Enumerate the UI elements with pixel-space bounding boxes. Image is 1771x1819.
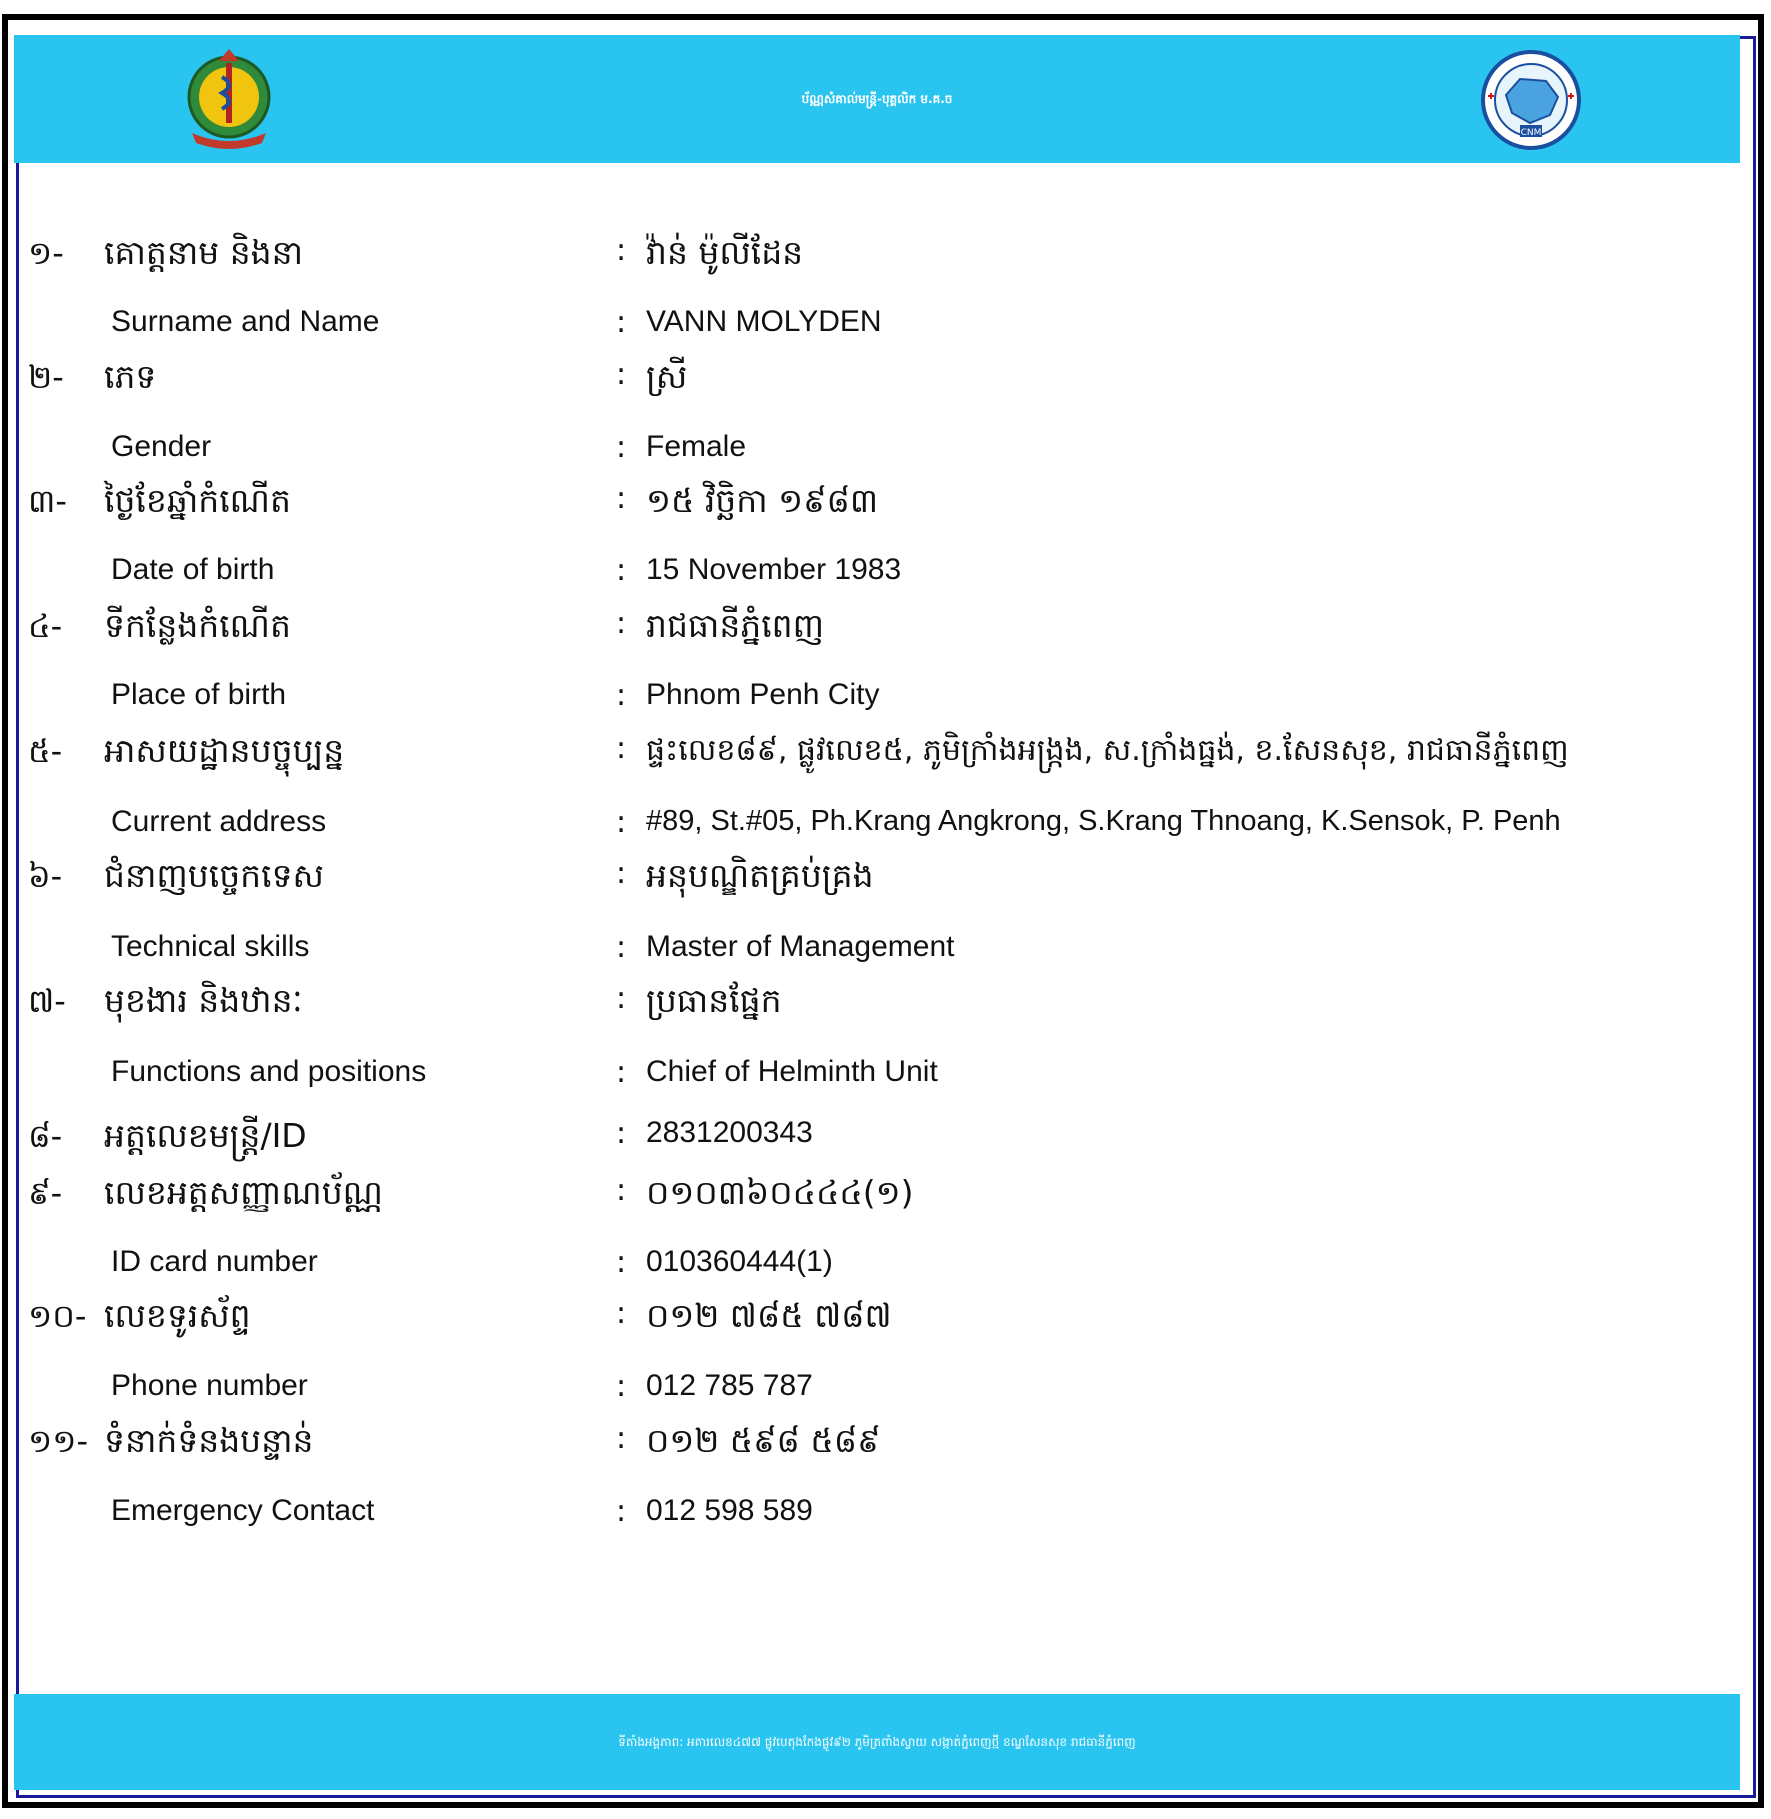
info-row-skills-kh <box>0 850 1771 900</box>
field-value: ១៥ វិច្ឆិកា ១៩៨៣ <box>646 481 879 520</box>
field-value: រាជធានីភ្នំពេញ <box>646 606 825 645</box>
field-value: Female <box>646 430 747 463</box>
colon: : <box>616 305 627 340</box>
field-value: Master of Management <box>646 930 955 963</box>
row-number: ៨- <box>28 1117 63 1155</box>
row-number: ៤- <box>28 607 63 645</box>
colon: : <box>616 357 627 392</box>
field-value: 012 598 589 <box>646 1494 813 1527</box>
info-row-skills-en <box>0 930 1771 980</box>
field-label: អត្តលេខមន្ត្រី/ID <box>104 1116 307 1155</box>
info-row-pob-kh <box>0 600 1771 650</box>
field-value: ០១០៣៦០៤៤៤(១) <box>646 1173 914 1212</box>
info-row-emergency-en <box>0 1494 1771 1544</box>
colon: : <box>616 1296 627 1331</box>
colon: : <box>616 805 627 840</box>
field-label: ទីកន្លែងកំណើត <box>104 606 291 645</box>
field-value: ០១២ ៧៨៥ ៧៨៧ <box>646 1296 892 1335</box>
field-label: មុខងារ និងឋានៈ <box>104 981 303 1020</box>
field-label: Date of birth <box>111 553 275 586</box>
info-row-gender-kh <box>0 351 1771 401</box>
info-row-position-en <box>0 1055 1771 1105</box>
row-number: ១០- <box>28 1297 87 1335</box>
field-value: 2831200343 <box>646 1116 813 1149</box>
field-label: Place of birth <box>111 678 287 711</box>
colon: : <box>616 856 627 891</box>
row-number: ៦- <box>28 857 63 895</box>
colon: : <box>616 553 627 588</box>
info-row-name-kh <box>0 227 1771 277</box>
field-label: Functions and positions <box>111 1055 427 1088</box>
header-banner <box>14 35 1740 163</box>
field-value: ផ្ទះលេខ៨៩, ផ្លូវលេខ៥, ភូមិក្រាំងអង្ក្រង, ស.ក្រាំងធ្នង់, ខ.សែនសុខ, រាជធានីភ្នំពេញ <box>646 733 1569 768</box>
field-label: គោត្តនាម និងនា <box>104 233 304 272</box>
row-number: ៩- <box>28 1174 63 1212</box>
colon: : <box>616 481 627 516</box>
field-label: Phone number <box>111 1369 308 1402</box>
info-row-address-en <box>0 805 1771 855</box>
field-value: វ៉ាន់ ម៉ូលីដែន <box>646 233 804 272</box>
colon: : <box>616 1055 627 1090</box>
info-row-emergency-kh <box>0 1415 1771 1465</box>
colon: : <box>616 233 627 268</box>
field-value: ប្រធានផ្នែក <box>646 981 782 1020</box>
info-row-idcard-en <box>0 1245 1771 1295</box>
field-label: Gender <box>111 430 212 463</box>
office-address: ទីតាំងអង្គភាព: អគារលេខ៤៧៧ ផ្លូវបេតុងកែងផ្លូវ៩២ ភូមិត្រពាំងស្វាយ សង្កាត់ភ្នំពេញថ្មី ខណ្ឌសែនសុខ រាជធានីភ្នំពេញ <box>618 1735 1136 1749</box>
field-value: #89, St.#05, Ph.Krang Angkrong, S.Krang Thnoang, K.Sensok, P. Penh <box>646 805 1561 837</box>
info-row-pob-en <box>0 678 1771 728</box>
cnm-emblem-icon <box>1480 49 1582 151</box>
field-label: Emergency Contact <box>111 1494 375 1527</box>
row-number: ១- <box>28 234 64 272</box>
row-number: ៧- <box>28 982 66 1020</box>
field-label: ថ្ងៃខែឆ្នាំកំណើត <box>104 481 291 520</box>
info-row-name-en <box>0 305 1771 355</box>
field-value: ស្រី <box>646 357 688 396</box>
row-number: ១១- <box>28 1422 88 1460</box>
svg-text:CNM: CNM <box>1520 128 1542 138</box>
field-label: ភេទ <box>104 357 157 396</box>
page-title: ប័ណ្ណសំគាល់មន្ត្រី-បុគ្គលិក ម.គ.ច <box>801 92 953 106</box>
field-value: 010360444(1) <box>646 1245 833 1278</box>
colon: : <box>616 1369 627 1404</box>
field-value: ០១២ ៥៩៨ ៥៨៩ <box>646 1421 881 1460</box>
footer-banner <box>14 1694 1740 1790</box>
info-row-gender-en <box>0 430 1771 480</box>
row-number: ២- <box>28 358 64 396</box>
field-label: អាសយដ្ឋានបច្ចុប្បន្ន <box>104 731 345 770</box>
info-row-dob-en <box>0 553 1771 603</box>
field-value: អនុបណ្ឌិតគ្រប់គ្រង <box>646 856 874 895</box>
field-label: លេខអត្តសញ្ញាណប័ណ្ណ <box>104 1173 383 1212</box>
field-value: 15 November 1983 <box>646 553 902 586</box>
colon: : <box>616 1494 627 1529</box>
field-label: ទំនាក់ទំនងបន្ទាន់ <box>104 1421 314 1460</box>
info-row-phone-en <box>0 1369 1771 1419</box>
colon: : <box>616 731 627 766</box>
colon: : <box>616 930 627 965</box>
colon: : <box>616 1245 627 1280</box>
info-row-position-kh <box>0 975 1771 1025</box>
field-label: Current address <box>111 805 327 838</box>
row-number: ៥- <box>28 732 63 770</box>
info-row-dob-kh <box>0 475 1771 525</box>
row-number: ៣- <box>28 482 67 520</box>
colon: : <box>616 1173 627 1208</box>
field-value: Phnom Penh City <box>646 678 880 711</box>
info-row-address-kh <box>0 725 1771 775</box>
colon: : <box>616 981 627 1016</box>
field-label: Technical skills <box>111 930 310 963</box>
field-label: Surname and Name <box>111 305 380 338</box>
colon: : <box>616 606 627 641</box>
field-value: Chief of Helminth Unit <box>646 1055 938 1088</box>
colon: : <box>616 1116 627 1151</box>
field-label: ជំនាញបច្ចេកទេស <box>104 856 324 895</box>
field-value: VANN MOLYDEN <box>646 305 882 338</box>
colon: : <box>616 678 627 713</box>
info-row-staff-id <box>0 1110 1771 1160</box>
colon: : <box>616 1421 627 1456</box>
field-label: ID card number <box>111 1245 318 1278</box>
colon: : <box>616 430 627 465</box>
info-row-phone-kh <box>0 1290 1771 1340</box>
info-row-idcard-kh <box>0 1167 1771 1217</box>
field-value: 012 785 787 <box>646 1369 813 1402</box>
field-label: លេខទូរស័ព្ទ <box>104 1296 251 1335</box>
